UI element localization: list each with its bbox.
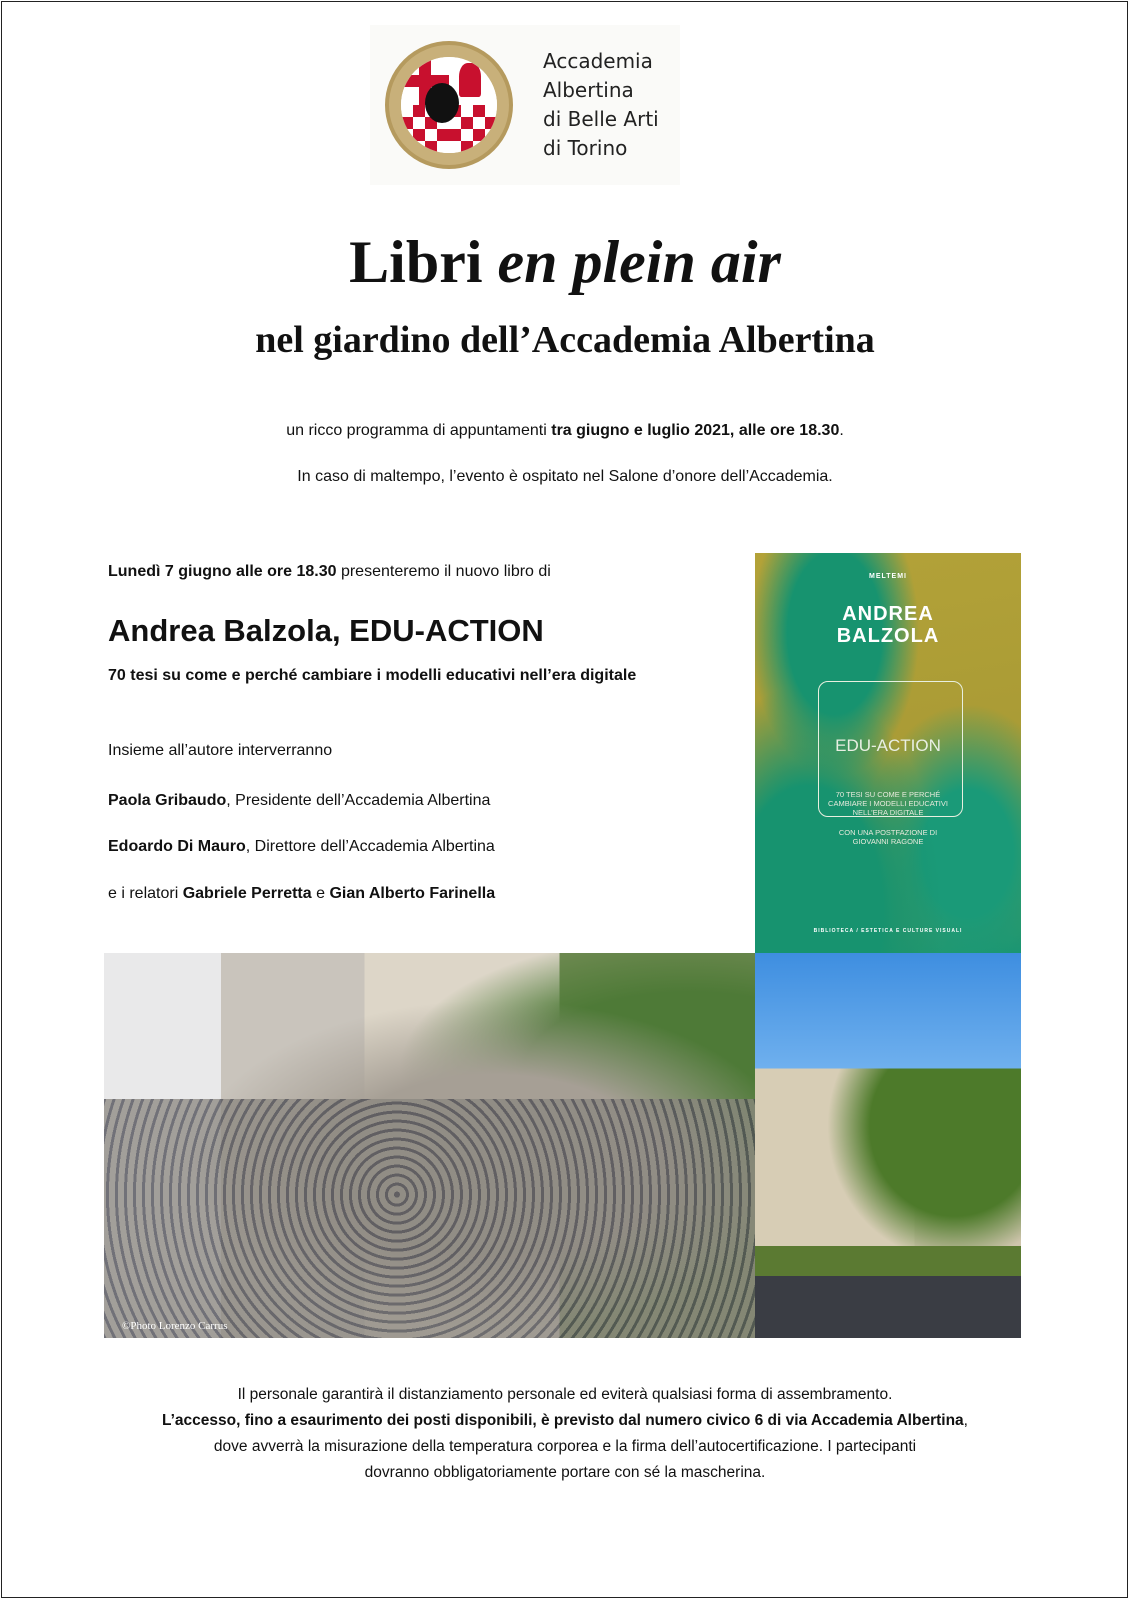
- logo-line: di Belle Arti: [543, 107, 659, 131]
- cover-author: ANDREA BALZOLA: [836, 603, 940, 647]
- footer-notice: [0, 1382, 1130, 1486]
- page-title: [0, 228, 1130, 297]
- book-cover-image: [755, 553, 1021, 953]
- relatori-text: e: [311, 885, 330, 902]
- footer-line: [0, 1408, 1130, 1434]
- relatori-line: [108, 885, 495, 903]
- book-subtitle: 70 tesi su come e perché cambiare i modelli educativi nell’era digitale: [108, 667, 637, 684]
- intro-line-1: [0, 422, 1130, 440]
- intro-text: un ricco programma di appuntamenti: [286, 422, 552, 439]
- speaker-role: , Direttore dell’Accademia Albertina: [245, 838, 495, 855]
- academy-seal-icon: [385, 41, 513, 169]
- book-title: Andrea Balzola, EDU-ACTION: [108, 613, 544, 648]
- academy-name: [543, 47, 659, 163]
- building-garden-photo: [755, 953, 1021, 1338]
- title-plain: Libri: [349, 229, 498, 295]
- footer-line: dove avverrà la misurazione della temperatura corporea e la firma dell’autocertificazione. I partecipanti: [213, 1438, 917, 1455]
- event-date: Lunedì 7 giugno alle ore 18.30: [108, 563, 337, 580]
- footer-text: ,: [963, 1412, 968, 1429]
- relatore-name: Gian Alberto Farinella: [329, 885, 496, 902]
- logo-line: Accademia: [543, 49, 653, 73]
- photo-credit: ©Photo Lorenzo Carrus: [122, 1320, 228, 1332]
- footer-line: dovranno obbligatoriamente portare con sé la mascherina.: [364, 1464, 766, 1481]
- speaker-line: [108, 792, 490, 810]
- relatori-text: e i relatori: [108, 885, 183, 902]
- cover-afterword: CON UNA POSTFAZIONE DI GIOVANNI RAGONE: [838, 828, 938, 846]
- cover-series: BIBLIOTECA / ESTETICA E CULTURE VISUALI: [813, 928, 963, 934]
- logo-line: Albertina: [543, 78, 634, 102]
- intro-dates: tra giugno e luglio 2021, alle ore 18.30: [551, 422, 840, 439]
- relatore-name: Gabriele Perretta: [182, 885, 312, 902]
- speaker-name: Edoardo Di Mauro: [108, 838, 246, 855]
- intro-line-2: In caso di maltempo, l’evento è ospitato nel Salone d’onore dell’Accademia.: [297, 468, 833, 485]
- footer-line: Il personale garantirà il distanziamento personale ed eviterà qualsiasi forma di assembramento.: [237, 1386, 893, 1403]
- event-date-line: [108, 563, 551, 581]
- speaker-role: , Presidente dell’Accademia Albertina: [226, 792, 491, 809]
- speaker-line: [108, 838, 495, 856]
- academy-logo: [370, 25, 680, 185]
- title-italic: en plein air: [497, 229, 781, 295]
- courtyard-photo: [104, 953, 755, 1338]
- cover-title: EDU-ACTION: [835, 736, 941, 755]
- footer-access: L’accesso, fino a esaurimento dei posti disponibili, è previsto dal numero civico 6 di via Accademia Albertina: [162, 1412, 964, 1429]
- logo-line: di Torino: [543, 136, 628, 160]
- speaker-name: Paola Gribaudo: [108, 792, 227, 809]
- cover-subtitle: 70 TESI SU COME E PERCHÉ CAMBIARE I MODELLI EDUCATIVI NELL’ERA DIGITALE: [828, 790, 948, 817]
- cover-publisher: MELTEMI: [869, 573, 907, 580]
- event-text: presenteremo il nuovo libro di: [336, 563, 551, 580]
- page-subtitle: nel giardino dell’Accademia Albertina: [255, 319, 875, 361]
- together-text: Insieme all’autore interverranno: [108, 742, 333, 759]
- intro-text: .: [839, 422, 844, 439]
